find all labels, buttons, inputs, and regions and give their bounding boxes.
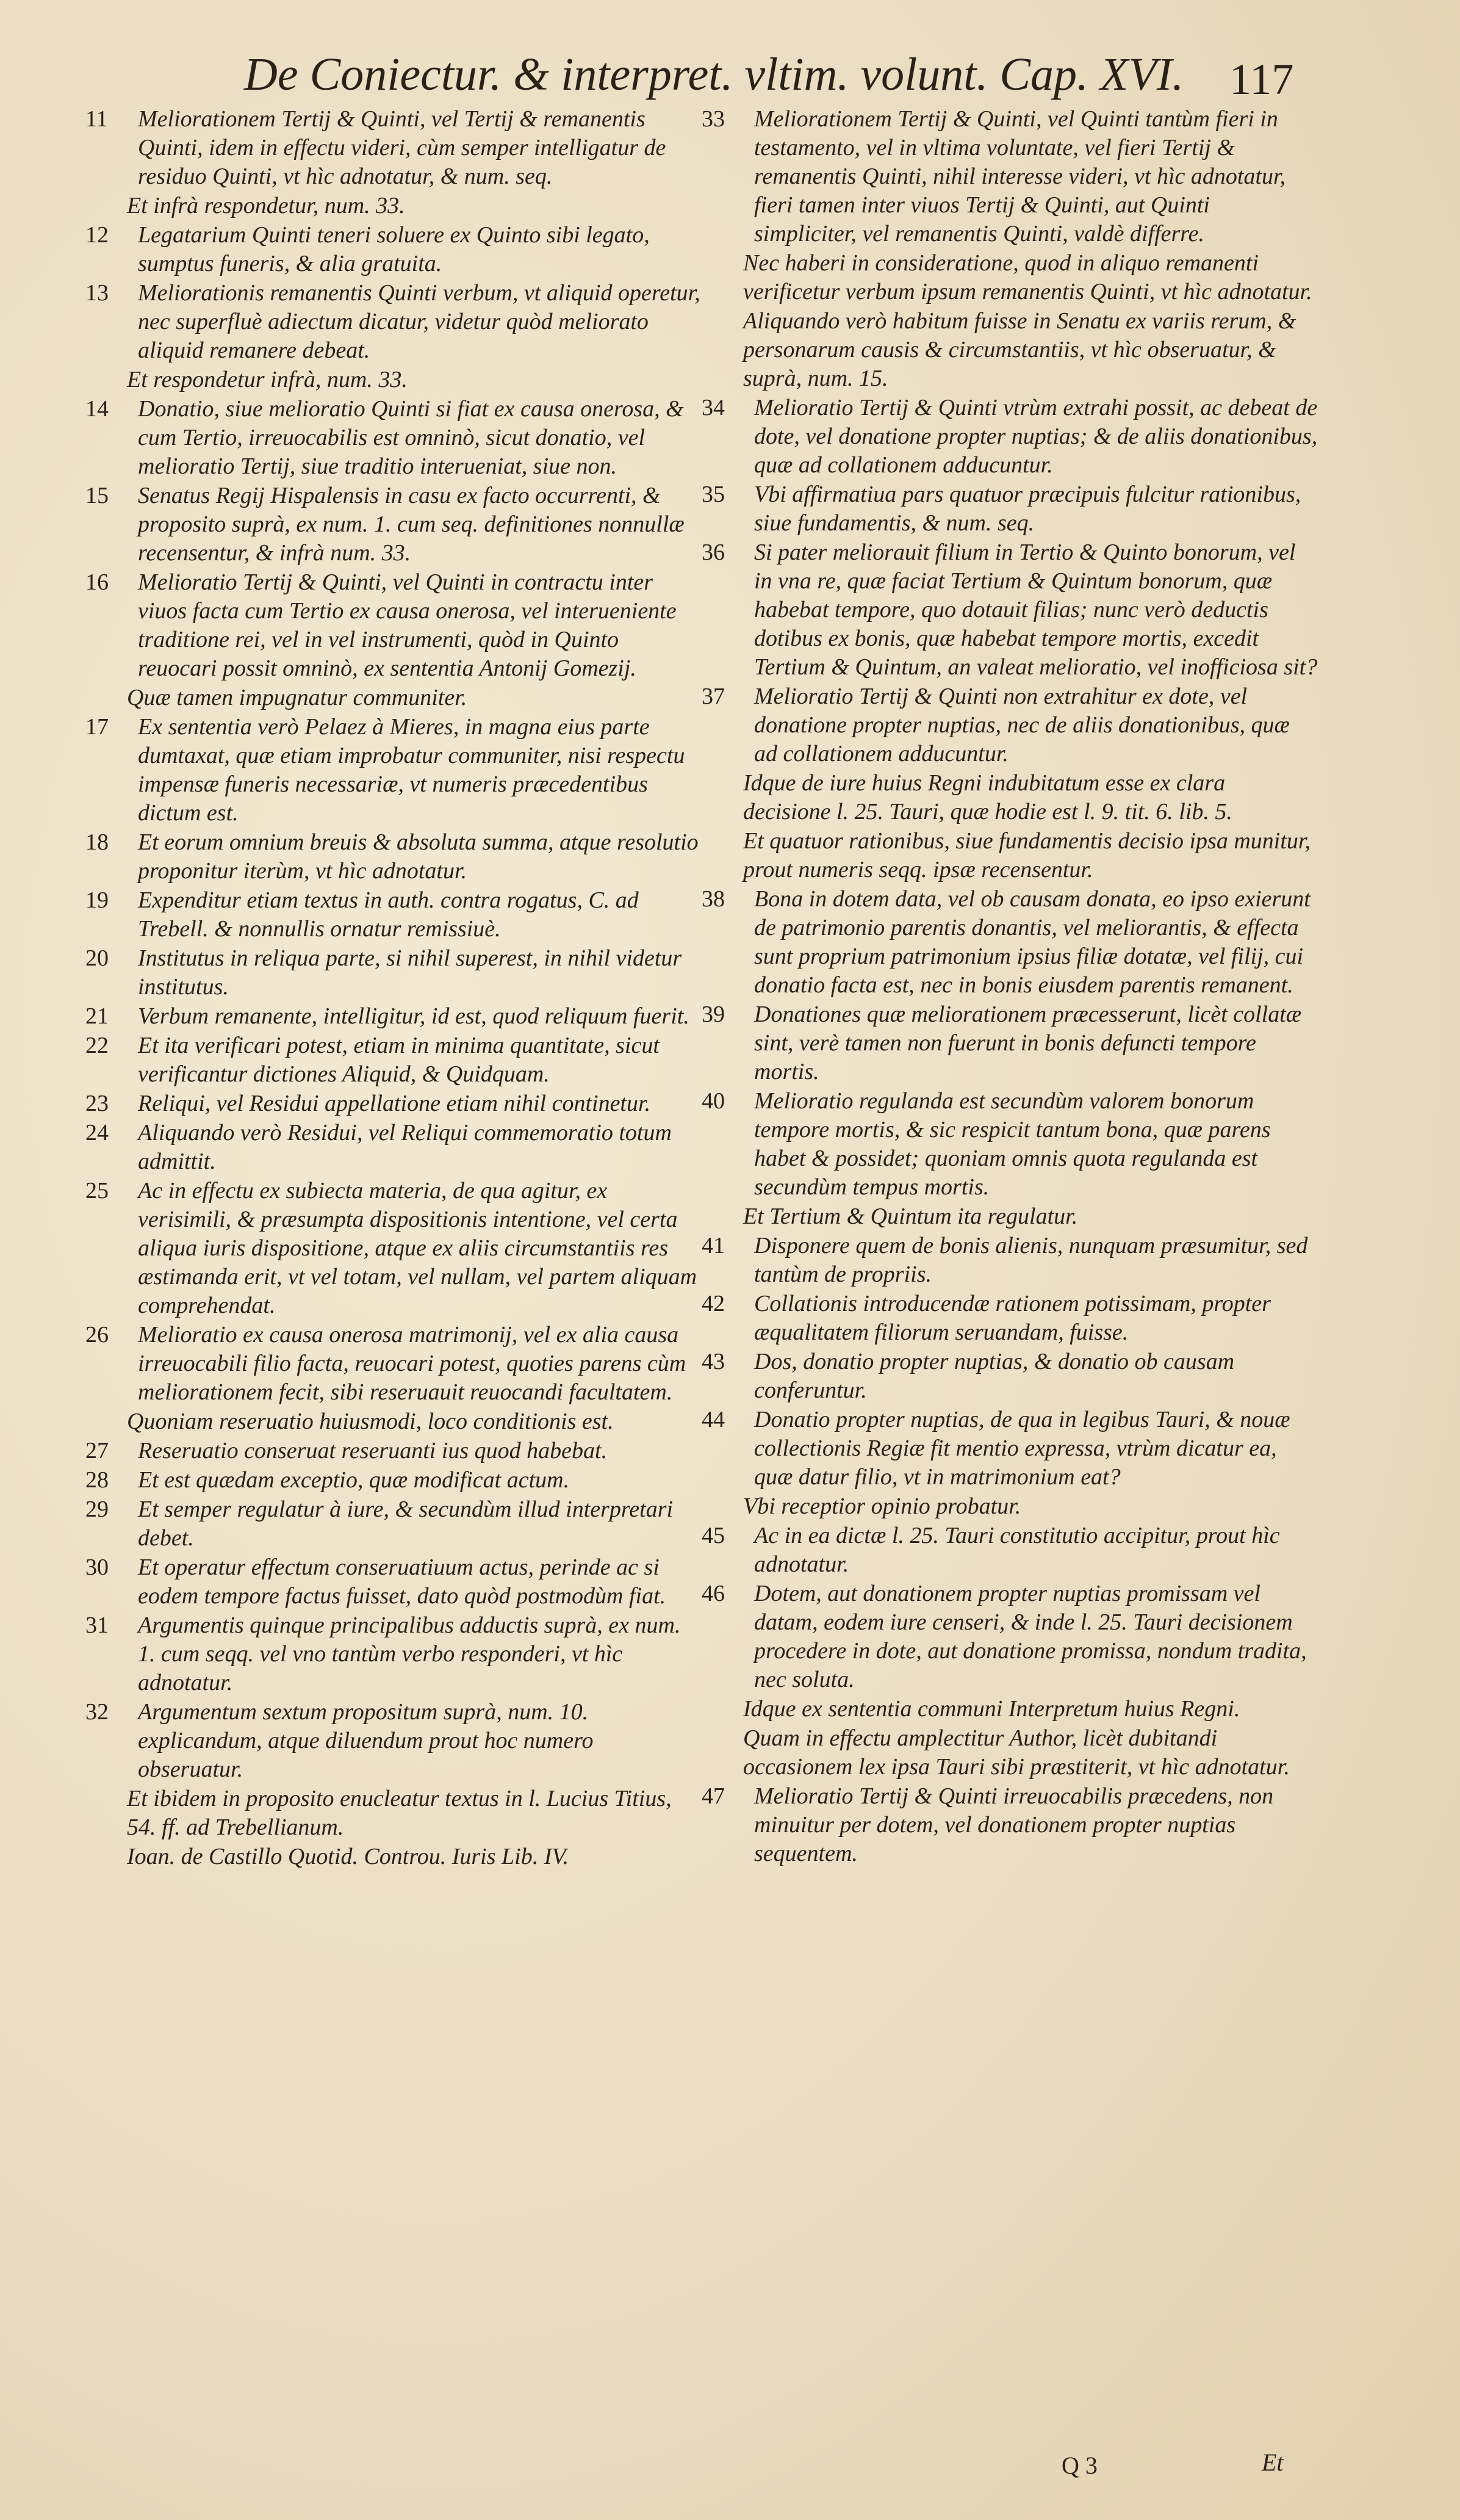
entry-text: Donationes quæ meliorationem præcesserunt, licèt collatæ sint, verè tamen non fuerunt in bonis defuncti tempore mortis. [754, 1002, 1302, 1085]
entry-text: Et est quædam exceptio, quæ modificat actum. [138, 1467, 570, 1493]
summary-entry [85, 1437, 702, 1465]
entry-text: Reliqui, vel Residui appellatione etiam nihil continetur. [138, 1091, 651, 1116]
summary-entry [85, 1698, 702, 1784]
signature-mark: Q 3 [1062, 2452, 1098, 2479]
entry-text: Meliorationis remanentis Quinti verbum, vt aliquid operetur, nec superfluè adiectum dicatur, videtur quòd meliorato aliquid remanere debeat. [138, 280, 700, 363]
entry-text: Vbi affirmatiua pars quatuor præcipuis fulcitur rationibus, siue fundamentis, & num. seq. [754, 482, 1301, 536]
running-head: De Coniectur. & interpret. vltim. volunt. Cap. XVI. [244, 49, 1184, 100]
summary-entry [702, 682, 1318, 768]
entry-number: 32 [85, 1699, 109, 1725]
summary-entry [85, 1177, 702, 1320]
summary-entry [702, 1000, 1318, 1086]
entry-text: Melioratio Tertij & Quinti non extrahitur ex dote, vel donatione propter nuptias, nec de aliis donationibus, quæ ad collationem adducuntur. [754, 684, 1290, 767]
entry-text: Ac in effectu ex subiecta materia, de qua agitur, ex verisimili, & præsumpta dispositionis intentione, vel certa aliqua iuris dispositione, atque ex aliis circumstantiis res æstimanda erit, vt vel totam, vel nullam, vel partem aliquam comprehendat. [138, 1178, 697, 1318]
entry-text: Ex sententia verò Pelaez à Mieres, in magna eius parte dumtaxat, quæ etiam improbatur communiter, nisi respectu impensæ funeris necessariæ, vt numeris præcedentibus dictum est. [138, 714, 685, 826]
continuation-paragraph: Et Tertium & Quintum ita regulatur. [743, 1204, 1078, 1229]
entry-text: Et eorum omnium breuis & absoluta summa, atque resolutio proponitur iterùm, vt hìc adnotatur. [138, 829, 699, 884]
entry-number: 18 [85, 829, 109, 855]
entry-text: Meliorationem Tertij & Quinti, vel Tertij & remanentis Quinti, idem in effectu videri, cùm semper intelligatur de residuo Quinti, vt hìc adnotatur, & num. seq. [138, 106, 666, 189]
entry-text: Aliquando verò Residui, vel Reliqui commemoratio totum admittit. [138, 1120, 672, 1174]
entry-number: 41 [702, 1233, 725, 1258]
entry-number: 25 [85, 1178, 109, 1204]
entry-text: Et ita verificari potest, etiam in minima quantitate, sicut verificantur dictiones Aliquid, & Quidquam. [138, 1033, 660, 1087]
entry-number: 34 [702, 395, 725, 421]
entry-number: 15 [85, 483, 109, 508]
entry-text: Verbum remanente, intelligitur, id est, quod reliquum fuerit. [138, 1003, 689, 1029]
entry-number: 28 [85, 1467, 109, 1493]
entry-number: 40 [702, 1088, 725, 1114]
continuation-paragraph: Aliquando verò habitum fuisse in Senatu ex variis rerum, & personarum causis & circumstantiis, vt hìc obseruatur, & suprà, num. 15. [743, 308, 1296, 391]
entry-number: 36 [702, 540, 725, 565]
continuation-paragraph: Vbi receptior opinio probatur. [743, 1493, 1021, 1519]
entry-text: Ac in ea dictæ l. 25. Tauri constitutio accipitur, prout hìc adnotatur. [754, 1523, 1280, 1577]
summary-entry [702, 1290, 1318, 1347]
summary-entry [85, 1089, 702, 1118]
summary-entry [85, 828, 702, 886]
entry-number: 30 [85, 1554, 109, 1580]
summary-entry [85, 886, 702, 944]
entry-number: 47 [702, 1783, 725, 1809]
entry-number: 46 [702, 1581, 725, 1606]
continuation-paragraph: Idque ex sententia communi Interpretum huius Regni. [743, 1696, 1240, 1722]
entry-text: Legatarium Quinti teneri soluere ex Quinto sibi legato, sumptus funeris, & alia gratuita. [138, 222, 650, 276]
entry-number: 42 [702, 1291, 725, 1316]
summary-entry [85, 221, 702, 278]
summary-entry [85, 1002, 702, 1031]
entry-number: 45 [702, 1523, 725, 1548]
entry-text: Et semper regulatur à iure, & secundùm illud interpretari debet. [138, 1496, 674, 1551]
summary-entry [85, 105, 702, 191]
summary-entry [702, 1406, 1318, 1492]
entry-text: Dos, donatio propter nuptias, & donatio ob causam conferuntur. [754, 1349, 1235, 1403]
entry-text: Dotem, aut donationem propter nuptias promissam vel datam, eodem iure censeri, & inde l. 25. Tauri decisionem procedere in dote, aut donatione promissa, nondum tradita, nec soluta. [754, 1581, 1307, 1692]
entry-text: Argumentum sextum propositum suprà, num. 10. explicandum, atque diluendum prout hoc numero obseruatur. [138, 1699, 594, 1782]
continuation-paragraph: Nec haberi in consideratione, quod in aliquo remanenti verificetur verbum ipsum remanentis Quinti, vt hìc adnotatur. [743, 250, 1312, 305]
entry-number: 19 [85, 887, 109, 913]
summary-entry [702, 538, 1318, 682]
entry-text: Institutus in reliqua parte, si nihil superest, in nihil videtur institutus. [138, 945, 682, 1000]
summary-entry [702, 394, 1318, 480]
entry-number: 26 [85, 1322, 109, 1348]
entry-number: 24 [85, 1120, 109, 1146]
entry-number: 21 [85, 1003, 109, 1029]
continuation-paragraph: Et infrà respondetur, num. 33. [127, 193, 405, 218]
summary-entry [702, 1348, 1318, 1405]
entry-text: Et operatur effectum conseruatiuum actus, perinde ac si eodem tempore factus fuisset, dato quòd postmodùm fiat. [138, 1554, 666, 1609]
entry-text: Bona in dotem data, vel ob causam donata, eo ipso exierunt de patrimonio parentis donantis, vel meliorantis, & effecta sunt proprium patrimonium ipsius filiæ dotatæ, vel filij, cui donatio facta est, nec in bonis eiusdem parentis remanent. [754, 886, 1311, 998]
summary-entry [85, 395, 702, 481]
summary-entry [85, 1119, 702, 1176]
entry-number: 20 [85, 945, 109, 971]
entry-text: Reseruatio conseruat reseruanti ius quod habebat. [138, 1438, 608, 1464]
footer-title: Ioan. de Castillo Quotid. Controu. Iuris Lib. IV. [127, 1844, 569, 1869]
continuation-paragraph: Quam in effectu amplectitur Author, licèt dubitandi occasionem lex ipsa Tauri sibi præstiterit, vt hìc adnotatur. [743, 1725, 1290, 1780]
entry-number: 35 [702, 482, 725, 507]
summary-entry [85, 1495, 702, 1553]
entry-number: 27 [85, 1438, 109, 1464]
entry-text: Melioratio Tertij & Quinti irreuocabilis præcedens, non minuitur per dotem, vel donationem propter nuptias sequentem. [754, 1783, 1274, 1866]
entry-text: Senatus Regij Hispalensis in casu ex facto occurrenti, & proposito suprà, ex num. 1. cum seq. definitiones nonnullæ recensentur, & infrà num. 33. [138, 483, 685, 566]
page-number: 117 [1229, 55, 1294, 104]
summary-entry [702, 1522, 1318, 1579]
entry-number: 23 [85, 1091, 109, 1116]
continuation-paragraph: Quoniam reseruatio huiusmodi, loco conditionis est. [127, 1409, 614, 1434]
summary-entry [85, 482, 702, 568]
catchword: Et [1262, 2449, 1284, 2476]
entry-number: 22 [85, 1033, 109, 1058]
summary-entry [85, 1553, 702, 1611]
continuation-paragraph: Quæ tamen impugnatur communiter. [127, 685, 467, 710]
entry-number: 17 [85, 714, 109, 740]
right-column [702, 105, 1318, 2479]
entry-number: 38 [702, 886, 725, 912]
entry-text: Meliorationem Tertij & Quinti, vel Quinti tantùm fieri in testamento, vel in vltima voluntate, vel fieri Tertij & remanentis Quinti, nihil interesse videri, vt hìc adnotatur, fieri tamen inter viuos Tertij & Quinti, aut Quinti simpliciter, vel remanentis Quinti, valdè differre. [754, 106, 1286, 247]
summary-entry [702, 480, 1318, 538]
summary-entry [85, 279, 702, 365]
summary-entry [702, 105, 1318, 248]
entry-number: 31 [85, 1612, 109, 1638]
summary-entry [702, 885, 1318, 1000]
summary-entry [85, 568, 702, 683]
entry-text: Expenditur etiam textus in auth. contra rogatus, C. ad Trebell. & nonnullis ornatur remissiuè. [138, 887, 639, 942]
continuation-paragraph: Et respondetur infrà, num. 33. [127, 367, 408, 392]
summary-entry [85, 1466, 702, 1495]
summary-entry [702, 1087, 1318, 1202]
left-column [85, 105, 702, 2479]
entry-text: Disponere quem de bonis alienis, nunquam præsumitur, sed tantùm de propriis. [754, 1233, 1308, 1287]
summary-entry [702, 1232, 1318, 1289]
entry-number: 33 [702, 106, 725, 132]
summary-entry [85, 1321, 702, 1407]
entry-text: Argumentis quinque principalibus adductis suprà, ex num. 1. cum seqq. vel vno tantùm verbo responderi, vt hìc adnotatur. [138, 1612, 681, 1695]
summary-entry [85, 713, 702, 828]
entry-number: 44 [702, 1407, 725, 1432]
continuation-paragraph: Et quatuor rationibus, siue fundamentis decisio ipsa munitur, prout numeris seqq. ipsæ recensentur. [743, 828, 1311, 883]
entry-number: 29 [85, 1496, 109, 1522]
entry-number: 11 [85, 106, 108, 132]
entry-text: Melioratio ex causa onerosa matrimonij, vel ex alia causa irreuocabili filio facta, reuocari potest, quoties parens cùm meliorationem fecit, sibi reseruauit reuocandi facultatem. [138, 1322, 686, 1405]
entry-number: 37 [702, 684, 725, 709]
entry-text: Si pater meliorauit filium in Tertio & Quinto bonorum, vel in vna re, quæ faciat Tertium & Quintum bonorum, quæ habebat tempore, quo dotauit filias; nunc verò deductis dotibus ex bonis, quæ habebat tempore mortis, excedit Tertium & Quintum, an valeat melioratio, vel inofficiosa sit? [754, 540, 1318, 680]
continuation-paragraph: Et ibidem in proposito enucleatur textus in l. Lucius Titius, 54. ff. ad Trebellianum. [127, 1786, 672, 1840]
continuation-paragraph: Idque de iure huius Regni indubitatum esse ex clara decisione l. 25. Tauri, quæ hodie est l. 9. tit. 6. lib. 5. [743, 770, 1232, 825]
entry-number: 12 [85, 222, 109, 248]
entry-text: Melioratio Tertij & Quinti vtrùm extrahi possit, ac debeat de dote, vel donatione propter nuptias; & de aliis donationibus, quæ ad collationem adducuntur. [754, 395, 1318, 478]
entry-text: Collationis introducendæ rationem potissimam, propter æqualitatem filiorum seruandam, fuisse. [754, 1291, 1271, 1345]
entry-text: Melioratio regulanda est secundùm valorem bonorum tempore mortis, & sic respicit tantum bona, quæ parens habet & possidet; quoniam omnis quota regulanda est secundùm tempus mortis. [754, 1088, 1271, 1200]
entry-number: 43 [702, 1349, 725, 1374]
summary-entry [702, 1580, 1318, 1694]
entry-text: Donatio propter nuptias, de qua in legibus Tauri, & nouæ collectionis Regiæ fit mentio expressa, vtrùm dicatur ea, quæ datur filio, vt in matrimonium eat? [754, 1407, 1290, 1490]
summary-entry [85, 1611, 702, 1697]
summary-entry [85, 1031, 702, 1089]
entry-number: 16 [85, 569, 109, 595]
entry-number: 13 [85, 280, 109, 306]
entry-number: 39 [702, 1002, 725, 1027]
entry-text: Donatio, siue melioratio Quinti si fiat ex causa onerosa, & cum Tertio, irreuocabilis est omninò, sicut donatio, vel melioratio Tertij, siue traditio interueniat, siue non. [138, 396, 684, 479]
summary-entry [85, 944, 702, 1002]
entry-text: Melioratio Tertij & Quinti, vel Quinti in contractu inter viuos facta cum Tertio ex causa onerosa, vel interueniente traditione rei, vel in vel instrumenti, quòd in Quinto reuocari possit omninò, ex sententia Antonij Gomezij. [138, 569, 677, 681]
entry-number: 14 [85, 396, 109, 422]
summary-entry [702, 1782, 1318, 1868]
